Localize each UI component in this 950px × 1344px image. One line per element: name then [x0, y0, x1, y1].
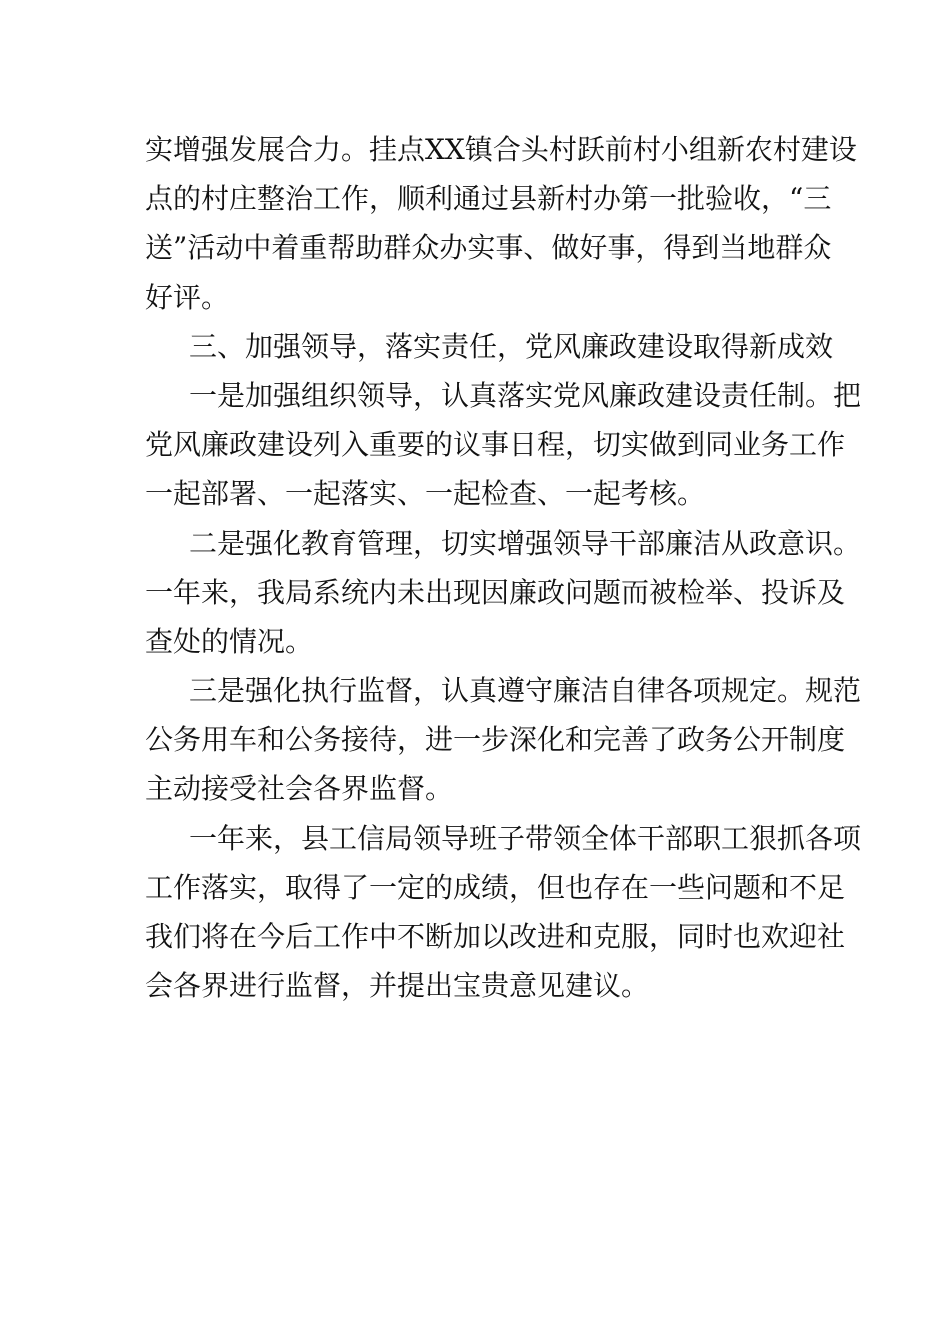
text-line: 二是强化教育管理，切实增强领导干部廉洁从政意识。: [189, 526, 862, 560]
text-line: 主动接受社会各界监督。: [145, 772, 454, 806]
text-line: 三是强化执行监督，认真遵守廉洁自律各项规定。规范: [189, 674, 862, 708]
text-line: 一年来，县工信局领导班子带领全体干部职工狠抓各项: [189, 821, 862, 855]
text-line: 送”活动中着重帮助群众办实事、做好事，得到当地群众: [145, 231, 832, 265]
text-line: 好评。: [145, 280, 230, 314]
text-line: 公务用车和公务接待，进一步深化和完善了政务公开制度: [145, 723, 846, 757]
text-line: 一是加强组织领导，认真落实党风廉政建设责任制。把: [189, 378, 862, 412]
text-line: 一年来，我局系统内未出现因廉政问题而被检举、投诉及: [145, 575, 846, 609]
text-line: 一起部署、一起落实、一起检查、一起考核。: [145, 477, 706, 511]
section-heading: 三、加强领导，落实责任，党风廉政建设取得新成效: [189, 329, 834, 363]
text-line: 实增强发展合力。挂点XX镇合头村跃前村小组新农村建设: [145, 133, 857, 166]
text-line: 我们将在今后工作中不断加以改进和克服，同时也欢迎社: [145, 920, 846, 953]
text-line: 党风廉政建设列入重要的议事日程，切实做到同业务工作: [145, 428, 846, 462]
document-body: [145, 125, 862, 1010]
text-line: 工作落实，取得了一定的成绩，但也存在一些问题和不足: [145, 870, 846, 904]
text-line: 查处的情况。: [145, 624, 314, 658]
text-line: 会各界进行监督，并提出宝贵意见建议。: [145, 969, 650, 1003]
text-line: 点的村庄整治工作，顺利通过县新村办第一批验收，“三: [145, 182, 832, 216]
